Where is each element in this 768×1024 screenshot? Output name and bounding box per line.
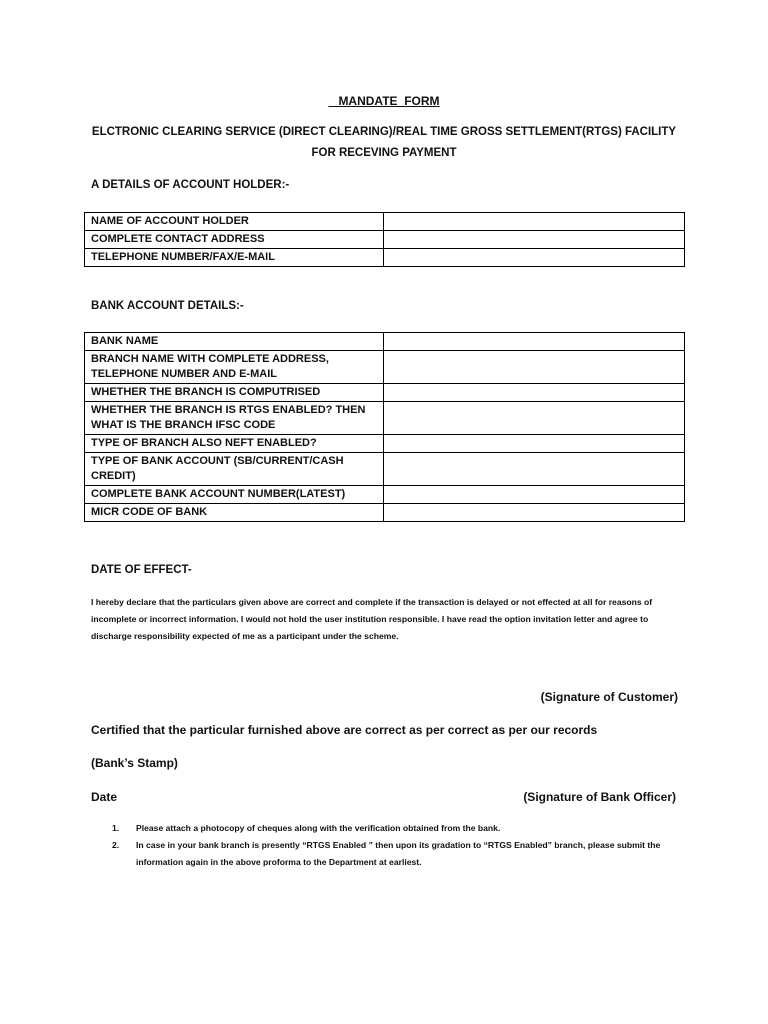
field-value-input[interactable] — [384, 402, 685, 435]
table-row — [85, 333, 685, 351]
bank-account-table — [84, 332, 685, 522]
field-label: WHETHER THE BRANCH IS COMPUTRISED — [85, 384, 384, 402]
field-value-input[interactable] — [384, 486, 685, 504]
account-holder-heading: A DETAILS OF ACCOUNT HOLDER:- — [91, 179, 290, 191]
field-label: WHETHER THE BRANCH IS RTGS ENABLED? THEN WHAT IS THE BRANCH IFSC CODE — [85, 402, 384, 435]
note-text: In case in your bank branch is presently “RTGS Enabled ” then upon its gradation to “RTGS Enabled” branch, please submit the information again in the above proforma to the Department at earliest. — [136, 840, 661, 867]
table-row — [85, 231, 685, 249]
bank-officer-signature-label: (Signature of Bank Officer) — [523, 790, 676, 804]
field-label: TYPE OF BRANCH ALSO NEFT ENABLED? — [85, 435, 384, 453]
notes-list — [112, 820, 682, 871]
certification-statement: Certified that the particular furnished above are correct as per correct as per our records — [91, 723, 598, 737]
form-title: MANDATE FORM — [328, 94, 440, 108]
field-label: TYPE OF BANK ACCOUNT (SB/CURRENT/CASH CREDIT) — [85, 453, 384, 486]
customer-signature-label: (Signature of Customer) — [540, 690, 678, 704]
field-value-input[interactable] — [384, 213, 685, 231]
account-holder-table — [84, 212, 685, 267]
date-of-effect-label: DATE OF EFFECT- — [91, 564, 192, 576]
field-value-input[interactable] — [384, 351, 685, 384]
bank-stamp-label: (Bank’s Stamp) — [91, 756, 178, 770]
note-item — [112, 820, 682, 837]
field-value-input[interactable] — [384, 504, 685, 522]
table-row — [85, 435, 685, 453]
table-row — [85, 453, 685, 486]
field-value-input[interactable] — [384, 333, 685, 351]
field-label: COMPLETE BANK ACCOUNT NUMBER(LATEST) — [85, 486, 384, 504]
field-value-input[interactable] — [384, 435, 685, 453]
form-subtitle-line2: FOR RECEVING PAYMENT — [311, 147, 457, 159]
field-value-input[interactable] — [384, 249, 685, 267]
date-label: Date — [91, 790, 118, 804]
field-label: BRANCH NAME WITH COMPLETE ADDRESS, TELEPHONE NUMBER AND E-MAIL — [85, 351, 384, 384]
table-row — [85, 486, 685, 504]
table-row — [85, 384, 685, 402]
bank-account-heading: BANK ACCOUNT DETAILS:- — [91, 300, 244, 312]
field-value-input[interactable] — [384, 231, 685, 249]
field-label: NAME OF ACCOUNT HOLDER — [85, 213, 384, 231]
note-number: 1. — [112, 823, 120, 833]
note-number: 2. — [112, 840, 120, 850]
field-label: COMPLETE CONTACT ADDRESS — [85, 231, 384, 249]
table-row — [85, 504, 685, 522]
field-label: MICR CODE OF BANK — [85, 504, 384, 522]
field-label: TELEPHONE NUMBER/FAX/E-MAIL — [85, 249, 384, 267]
table-row — [85, 213, 685, 231]
note-item — [112, 837, 682, 871]
table-row — [85, 402, 685, 435]
form-subtitle-line1: ELCTRONIC CLEARING SERVICE (DIRECT CLEARING)/REAL TIME GROSS SETTLEMENT(RTGS) FACILITY — [91, 126, 677, 138]
table-row — [85, 249, 685, 267]
declaration-text: I hereby declare that the particulars given above are correct and complete if the transaction is delayed or not effected at all for reasons of incomplete or incorrect information. I would not hold the user institution responsible. I have read the option invitation letter and agree to discharge responsibility expected of me as a participant under the scheme. — [91, 597, 653, 641]
field-value-input[interactable] — [384, 384, 685, 402]
table-row — [85, 351, 685, 384]
field-label: BANK NAME — [85, 333, 384, 351]
field-value-input[interactable] — [384, 453, 685, 486]
note-text: Please attach a photocopy of cheques along with the verification obtained from the bank. — [136, 823, 501, 833]
